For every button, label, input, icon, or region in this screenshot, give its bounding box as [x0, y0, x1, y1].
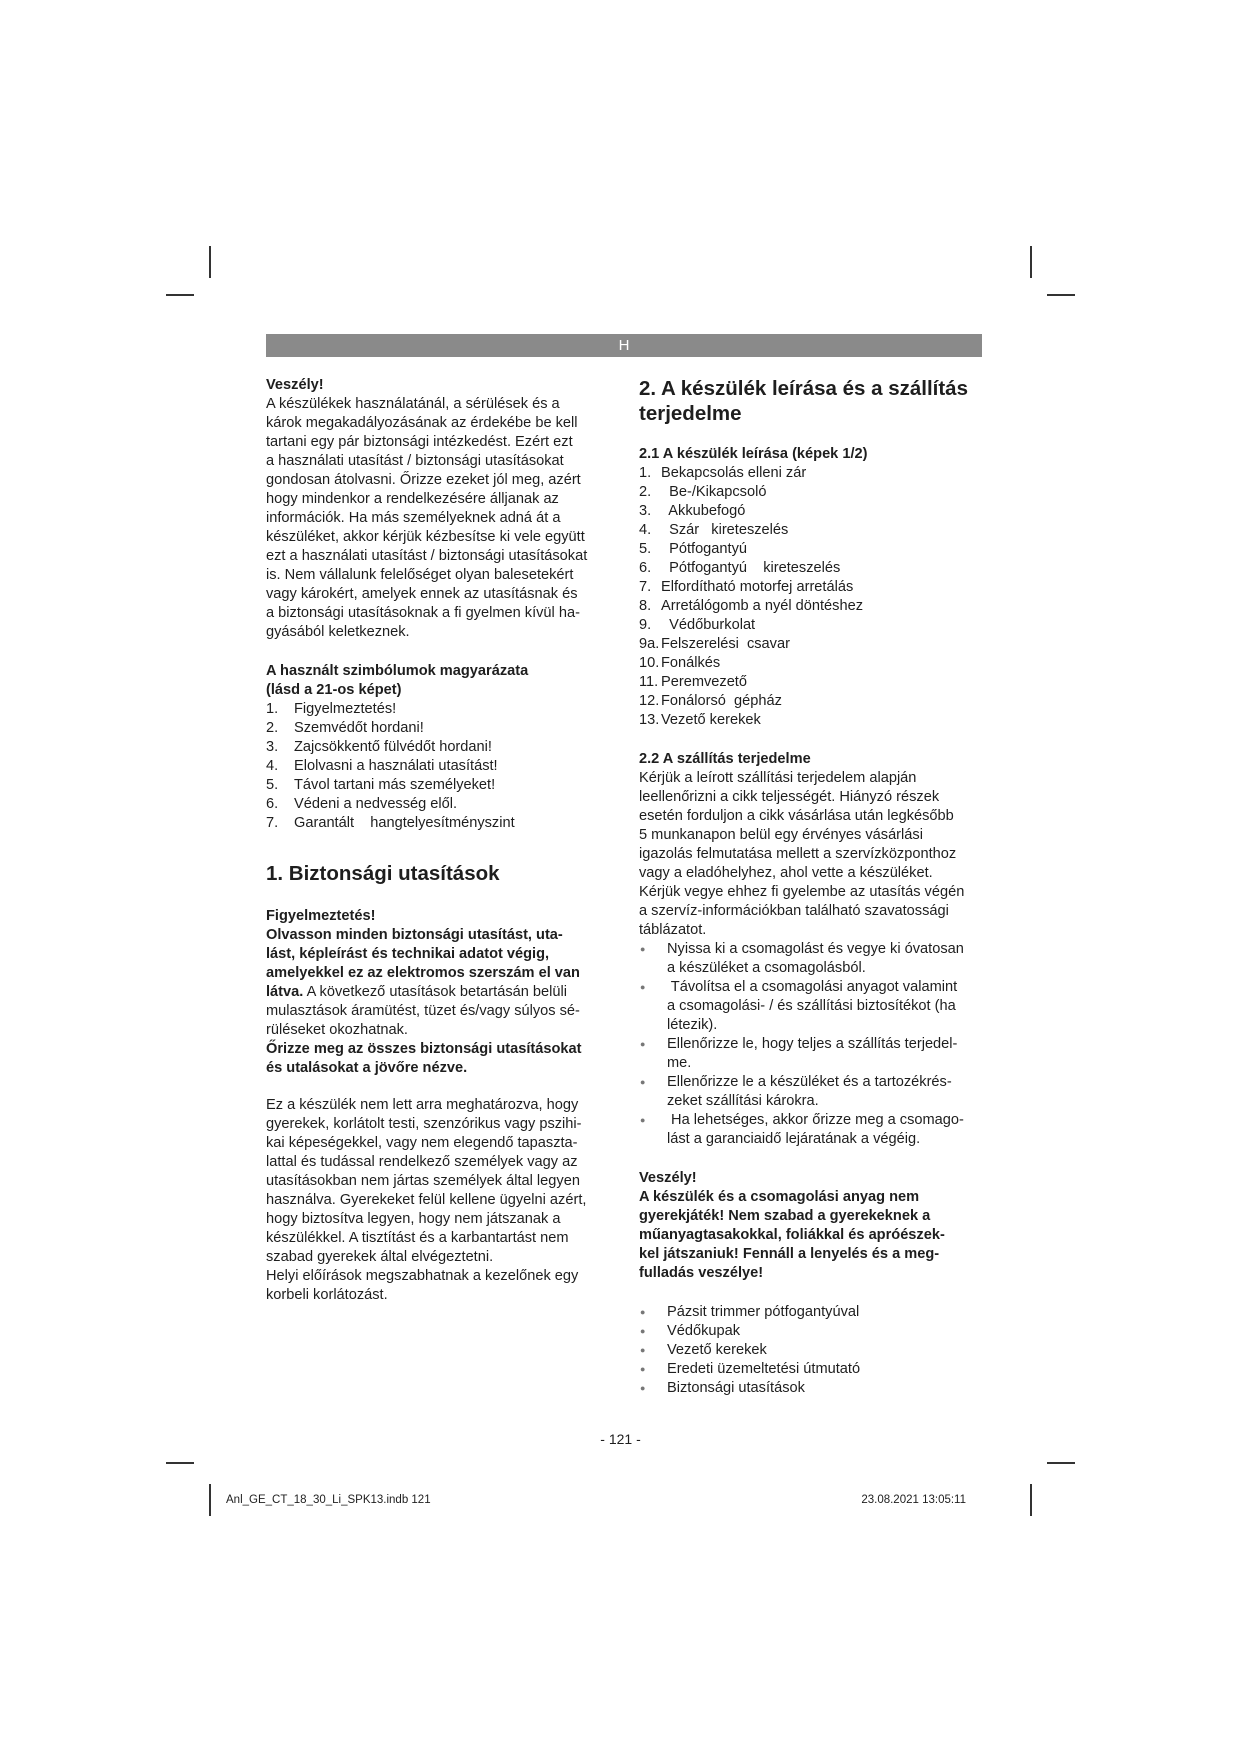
children-line: hogy biztosítva legyen, hogy nem játszanak a	[266, 1211, 561, 1227]
children-line: használva. Gyerekeket felül kellene ügyelni azért,	[266, 1192, 587, 1208]
warning-line: gyásából keletkeznek.	[266, 624, 410, 640]
warning-title: Veszély!	[266, 377, 324, 393]
warning-text	[266, 395, 618, 642]
warning-line: hogy mindenkor a rendelkezésére álljanak az	[266, 491, 559, 507]
sub21-title: 2.1 A készülék leírása (képek 1/2)	[639, 446, 868, 462]
safety-line: mulasztások áramütést, tüzet és/vagy súlyos sé-	[266, 1003, 580, 1019]
children-line: Ez a készülék nem lett arra meghatározva, hogy	[266, 1097, 579, 1113]
safety-bold-line: Olvasson minden biztonsági utasítást, uta-	[266, 927, 563, 943]
warning-line: gondosan átolvasni. Őrizze ezeket jól meg, azért	[266, 472, 581, 488]
danger-line: fulladás veszélye!	[639, 1265, 764, 1281]
crop-mark	[209, 246, 211, 278]
danger-line: gyerekjáték! Nem szabad a gyerekeknek a	[639, 1208, 931, 1224]
warning-line: információk. Ha más személyeknek adná át a	[266, 510, 561, 526]
symbols-title: A használt szimbólumok magyarázata	[266, 663, 529, 679]
part-item-number: 11.	[639, 674, 659, 690]
symbols-block	[266, 662, 618, 833]
warning-line: tartani egy pár biztonsági intézkedést. Ezért ezt	[266, 434, 573, 450]
scope-bullet	[639, 1111, 989, 1149]
part-item-text: Arretálógomb a nyél döntéshez	[661, 598, 864, 614]
language-header-bar: H	[266, 334, 982, 357]
children-line: készülékkel. A tisztítást és a karbantartást nem	[266, 1230, 569, 1246]
part-item-text: Peremvezető	[661, 674, 747, 690]
crop-mark	[1047, 294, 1075, 296]
footer-datetime: 23.08.2021 13:05:11	[861, 1494, 966, 1506]
part-item-number: 9.	[639, 617, 652, 633]
safety-mixed-rest: A következő utasítások betartásán belüli	[303, 984, 567, 1000]
part-item-text: Bekapcsolás elleni zár	[661, 465, 807, 481]
danger-block	[639, 1169, 989, 1283]
danger-line: műanyagtasakokkal, foliákkal és apróészek-	[639, 1227, 945, 1243]
contents-list	[639, 1303, 989, 1398]
warning-line: károk megakadályozásának az érdekébe be kell	[266, 415, 578, 431]
part-item-number: 3.	[639, 503, 652, 519]
children-line: kai képeségekkel, vagy nem elegendő tapaszta-	[266, 1135, 578, 1151]
scope-bullet-line: ● Távolítsa el a csomagolási anyagot valamint	[667, 979, 958, 995]
symbol-item	[266, 719, 618, 738]
scope-line: a szervíz-információkban található szavatossági	[639, 903, 949, 919]
right-column	[639, 376, 989, 1398]
scope-bullet-line: me.	[667, 1055, 692, 1071]
children-line: Helyi előírások megszabhatnak a kezelőnek egy	[266, 1268, 579, 1284]
danger-text	[639, 1188, 989, 1283]
symbol-item-text: Szemvédőt hordani!	[294, 720, 424, 736]
symbol-item-number: 3.	[266, 739, 279, 755]
part-item-number: 12.	[639, 693, 660, 709]
scope-bullet	[639, 1073, 989, 1111]
section2-title: 2. A készülék leírása és a szállítás	[639, 377, 968, 400]
part-item-text: Vezető kerekek	[661, 712, 761, 728]
scope-bullet-line: ● Ha lehetséges, akkor őrizze meg a csomago-	[667, 1112, 964, 1128]
safety-line: rüléseket okozhatnak.	[266, 1022, 408, 1038]
contents-item: ● Vezető kerekek	[639, 1341, 989, 1360]
warning-block	[266, 376, 618, 642]
warning-line: ezt a használati utasítást / biztonsági utasításokat	[266, 548, 588, 564]
crop-mark	[166, 1462, 194, 1464]
keep-instructions-text	[266, 1040, 618, 1078]
crop-mark	[209, 1484, 211, 1516]
scope-bullet-line: ● Nyissa ki a csomagolást és vegye ki óvatosan	[667, 941, 964, 957]
symbol-item	[266, 700, 618, 719]
part-item-text: Elfordítható motorfej arretálás	[661, 579, 854, 595]
scope-line: Kérjük vegye ehhez fi gyelembe az utasítás végén	[639, 884, 965, 900]
part-item	[639, 540, 989, 559]
symbol-item-text: Zajcsökkentő fülvédőt hordani!	[294, 739, 492, 755]
scope-bullets	[639, 940, 989, 1149]
danger-line: A készülék és a csomagolási anyag nem	[639, 1189, 920, 1205]
safety-mixed-line	[266, 983, 618, 1002]
part-item	[639, 464, 989, 483]
crop-mark	[1047, 1462, 1075, 1464]
part-item-number: 9a.	[639, 636, 660, 652]
safety-bold-line: lást, képleírást és technikai adatot végig,	[266, 946, 550, 962]
part-item-number: 1.	[639, 465, 652, 481]
part-item-number: 5.	[639, 541, 652, 557]
safety-block	[266, 907, 618, 1078]
part-item	[639, 578, 989, 597]
part-item	[639, 521, 989, 540]
part-item	[639, 616, 989, 635]
symbol-item	[266, 757, 618, 776]
safety-bold-text	[266, 926, 618, 983]
scope-text	[639, 769, 989, 940]
part-item-number: 7.	[639, 579, 652, 595]
scope-bullet-line: a csomagolási- / és szállítási biztosítékot (ha	[667, 998, 956, 1014]
scope-line: vagy a eladóhelyhez, ahol vette a készüléket.	[639, 865, 933, 881]
symbol-item	[266, 814, 618, 833]
symbol-item-number: 1.	[266, 701, 279, 717]
children-line: szabad gyerekek által elvégeztetni.	[266, 1249, 494, 1265]
contents-item: ● Biztonsági utasítások	[639, 1379, 989, 1398]
part-item-text: Be-/Kikapcsoló	[661, 484, 767, 500]
keep-line: és utalásokat a jövőre nézve.	[266, 1060, 468, 1076]
scope-bullet-line: létezik).	[667, 1017, 718, 1033]
part-item	[639, 559, 989, 578]
part-item-text: Szár kireteszelés	[661, 522, 789, 538]
part-item-number: 2.	[639, 484, 652, 500]
scope-bullet	[639, 1035, 989, 1073]
children-line: korbeli korlátozást.	[266, 1287, 388, 1303]
children-line: utasításokban nem jártas személyek által legyen	[266, 1173, 580, 1189]
symbol-item-text: Garantált hangtelyesítményszint	[294, 815, 515, 831]
symbol-item-text: Távol tartani más személyeket!	[294, 777, 496, 793]
children-line: gyerekek, korlátolt testi, szenzórikus vagy pszihi-	[266, 1116, 582, 1132]
safety-normal-text	[266, 1002, 618, 1040]
part-item	[639, 692, 989, 711]
contents-item: ● Védőkupak	[639, 1322, 989, 1341]
warning-line: készüléket, akkor kérjük kézbesítse ki vele együtt	[266, 529, 585, 545]
scope-bullet	[639, 978, 989, 1035]
warning-line: a biztonsági utasításoknak a fi gyelmen kívül ha-	[266, 605, 580, 621]
warning-line: a használati utasítást / biztonsági utasításokat	[266, 453, 564, 469]
section1-title: 1. Biztonsági utasítások	[266, 862, 500, 885]
parts-block	[639, 445, 989, 730]
symbol-item-number: 6.	[266, 796, 279, 812]
part-item-text: Felszerelési csavar	[661, 636, 790, 652]
scope-bullet	[639, 940, 989, 978]
part-item-text: Pótfogantyú	[661, 541, 748, 557]
warning-line: vagy károkért, amelyek ennek az utasításnak és	[266, 586, 578, 602]
scope-bullet-line: ● Ellenőrizze le a készüléket és a tartozékrés-	[667, 1074, 952, 1090]
symbols-subtitle: (lásd a 21-os képet)	[266, 682, 402, 698]
part-item	[639, 654, 989, 673]
part-item-number: 8.	[639, 598, 652, 614]
scope-line: Kérjük a leírott szállítási terjedelem alapján	[639, 770, 917, 786]
safety-warning-title: Figyelmeztetés!	[266, 908, 376, 924]
warning-line: A készülékek használatánál, a sérülések és a	[266, 396, 560, 412]
scope-line: esetén forduljon a cikk vásárlása után legkésőbb	[639, 808, 954, 824]
crop-mark	[1030, 246, 1032, 278]
part-item	[639, 673, 989, 692]
part-item-text: Fonálkés	[661, 655, 721, 671]
scope-line: 5 munkanapon belül egy érvényes vásárlási	[639, 827, 923, 843]
danger-line: kel játszaniuk! Fennáll a lenyelés és a meg-	[639, 1246, 940, 1262]
part-item-text: Pótfogantyú kireteszelés	[661, 560, 841, 576]
part-item-number: 6.	[639, 560, 652, 576]
children-text	[266, 1096, 618, 1305]
footer-file-name: Anl_GE_CT_18_30_Li_SPK13.indb 121	[226, 1494, 431, 1506]
keep-line: Őrizze meg az összes biztonsági utasításokat	[266, 1041, 582, 1057]
scope-bullet-line: zeket szállítási károkra.	[667, 1093, 819, 1109]
safety-mixed-bold: látva.	[266, 984, 304, 1000]
left-column	[266, 376, 618, 1305]
scope-bullet-line: lást a garanciaidő lejáratának a végéig.	[667, 1131, 921, 1147]
symbol-item-text: Védeni a nedvesség elől.	[294, 796, 458, 812]
symbol-item	[266, 776, 618, 795]
section2-title-line2: terjedelme	[639, 402, 742, 425]
symbol-item-number: 7.	[266, 815, 279, 831]
part-item-number: 13.	[639, 712, 660, 728]
safety-bold-line: amelyekkel ez az elektromos szerszám el van	[266, 965, 580, 981]
scope-bullet-line: ● Ellenőrizze le, hogy teljes a szállítás terjedel-	[667, 1036, 958, 1052]
scope-line: leellenőrizni a cikk teljességét. Hiányzó részek	[639, 789, 940, 805]
sub22-title: 2.2 A szállítás terjedelme	[639, 751, 811, 767]
parts-list	[639, 464, 989, 730]
danger-title: Veszély!	[639, 1170, 697, 1186]
scope-bullet-line: a készüléket a csomagolásból.	[667, 960, 866, 976]
symbols-list	[266, 700, 618, 833]
scope-line: igazolás felmutatása mellett a szervízközponthoz	[639, 846, 957, 862]
symbol-item	[266, 738, 618, 757]
contents-item: ● Eredeti üzemeltetési útmutató	[639, 1360, 989, 1379]
warning-line: is. Nem vállalunk felelőséget olyan balesetekért	[266, 567, 574, 583]
part-item-text: Védőburkolat	[661, 617, 756, 633]
part-item	[639, 597, 989, 616]
symbol-item-number: 4.	[266, 758, 279, 774]
crop-mark	[1030, 1484, 1032, 1516]
symbol-item-number: 5.	[266, 777, 279, 793]
symbol-item-text: Elolvasni a használati utasítást!	[294, 758, 498, 774]
symbol-item	[266, 795, 618, 814]
part-item	[639, 502, 989, 521]
children-block	[266, 1096, 618, 1305]
part-item	[639, 711, 989, 730]
symbol-item-number: 2.	[266, 720, 279, 736]
part-item-number: 10.	[639, 655, 660, 671]
page-number: - 121 -	[600, 1431, 641, 1447]
scope-block	[639, 750, 989, 1149]
crop-mark	[166, 294, 194, 296]
symbol-item-text: Figyelmeztetés!	[294, 701, 397, 717]
part-item-text: Akkubefogó	[661, 503, 746, 519]
children-line: lattal és tudással rendelkező személyek vagy az	[266, 1154, 578, 1170]
scope-line: táblázatot.	[639, 922, 707, 938]
part-item	[639, 483, 989, 502]
part-item	[639, 635, 989, 654]
part-item-number: 4.	[639, 522, 652, 538]
part-item-text: Fonálorsó gépház	[661, 693, 782, 709]
contents-item: ● Pázsit trimmer pótfogantyúval	[639, 1303, 989, 1322]
